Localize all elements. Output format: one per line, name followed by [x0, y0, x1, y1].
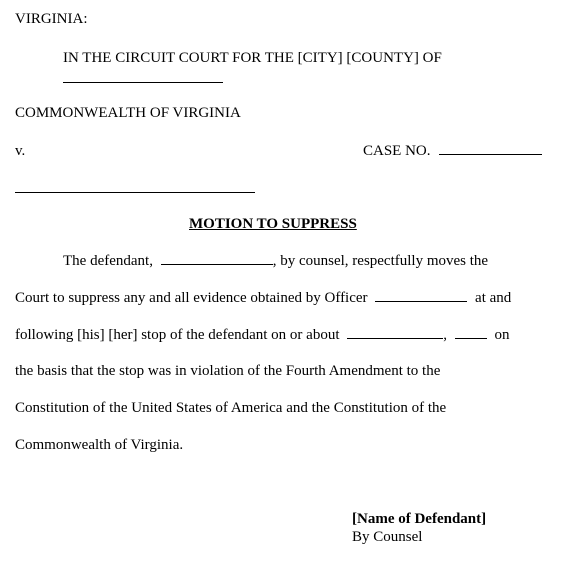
- court-heading: IN THE CIRCUIT COURT FOR THE [CITY] [COUNTY] OF: [63, 50, 442, 66]
- body-line-3: [15, 326, 510, 344]
- body-text: ,: [443, 327, 447, 343]
- defendant-name-blank[interactable]: [15, 192, 255, 193]
- body-line-4: the basis that the stop was in violation of the Fourth Amendment to the: [15, 363, 441, 379]
- date-blank[interactable]: [347, 326, 443, 339]
- body-line-2: [15, 289, 511, 307]
- defendant-blank[interactable]: [161, 252, 273, 265]
- body-line-6: Commonwealth of Virginia.: [15, 437, 184, 453]
- body-text: following [his] [her] stop of the defendant on or about: [15, 327, 340, 343]
- signature-role: By Counsel: [352, 529, 423, 545]
- state-heading: VIRGINIA:: [15, 11, 88, 27]
- signature-name: [Name of Defendant]: [352, 511, 487, 527]
- case-number-blank[interactable]: [439, 142, 542, 155]
- year-blank[interactable]: [455, 326, 487, 339]
- body-text: The defendant,: [63, 253, 153, 269]
- body-text: , by counsel, respectfully moves the: [272, 253, 489, 269]
- plaintiff-name: COMMONWEALTH OF VIRGINIA: [15, 105, 241, 121]
- officer-blank[interactable]: [375, 289, 467, 302]
- body-line-1: [63, 252, 488, 270]
- body-line-5: Constitution of the United States of America and the Constitution of the: [15, 400, 447, 416]
- body-text: Court to suppress any and all evidence obtained by Officer: [15, 290, 368, 306]
- court-name-blank[interactable]: [63, 82, 223, 83]
- case-number-label: CASE NO.: [363, 143, 431, 159]
- body-text: on: [494, 327, 510, 343]
- body-text: at and: [475, 290, 512, 306]
- document-title: MOTION TO SUPPRESS: [189, 216, 357, 232]
- case-number-row: [363, 142, 542, 160]
- versus-label: v.: [15, 143, 26, 159]
